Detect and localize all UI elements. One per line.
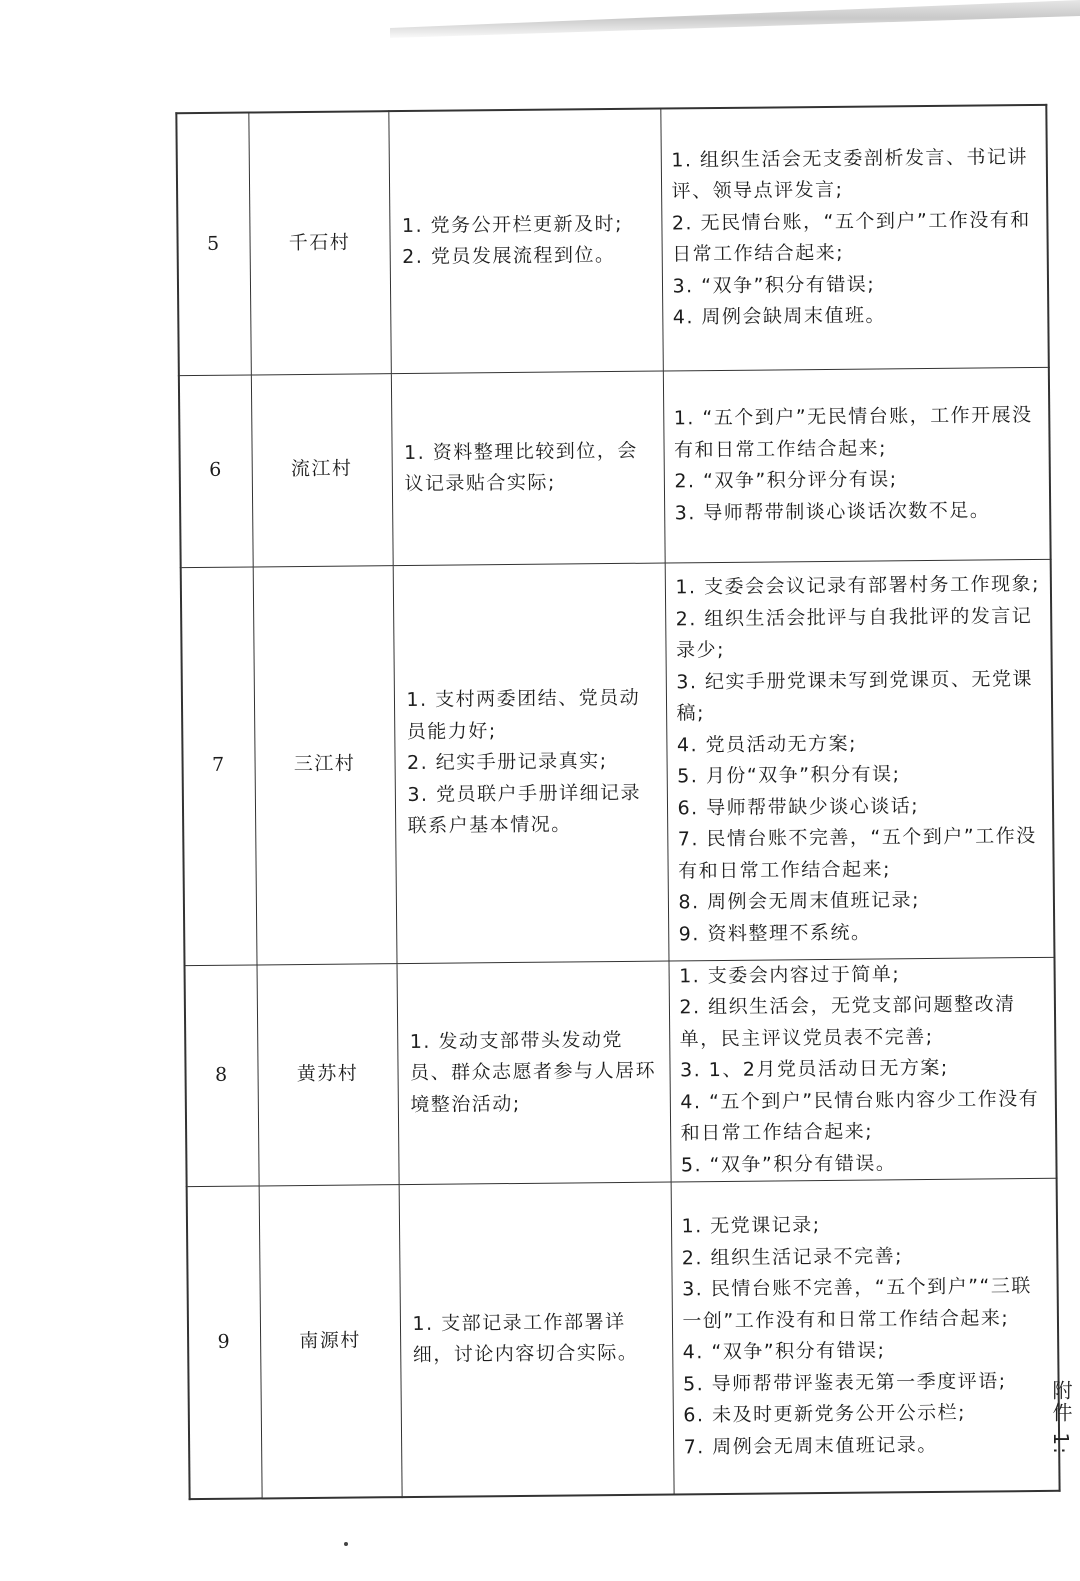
table-row	[176, 105, 1048, 375]
issue-item: 3. “双争”积分有错误;	[672, 273, 876, 298]
row-number: 6	[179, 374, 253, 567]
strength-item: 2. 党员发展流程到位。	[402, 244, 616, 269]
inspection-table	[175, 104, 1060, 1500]
issues-cell	[671, 1178, 1060, 1494]
issue-item: 1. 组织生活会无支委剖析发言、书记讲评、领导点评发言;	[671, 145, 1029, 203]
attachment-label: 附件 1:	[1049, 1380, 1073, 1456]
village-name: 三江村	[253, 565, 397, 964]
issue-item: 4. “五个到户”民情台账内容少工作没有和日常工作结合起来;	[680, 1087, 1040, 1145]
strengths-cell	[388, 109, 663, 374]
issue-item: 2. 组织生活会，无党支部问题整改清单，民主评议党员表不完善;	[679, 993, 1016, 1050]
strength-item: 2. 纪实手册记录真实;	[406, 750, 608, 775]
issue-item: 5. 导师帮带评鉴表无第一季度评语;	[682, 1370, 1007, 1396]
strength-item: 1. 支村两委团结、党员动员能力好;	[406, 687, 641, 743]
issue-item: 5. “双争”积分有错误。	[680, 1151, 897, 1176]
issue-item: 3. 纪实手册党课未写到党课页、无党课稿;	[676, 667, 1034, 725]
village-name: 黄苏村	[257, 963, 399, 1186]
issue-item: 4. 周例会缺周末值班。	[672, 304, 887, 329]
issue-item: 2. 无民情台账，“五个到户”工作没有和日常工作结合起来;	[671, 208, 1031, 266]
issue-item: 2. “双争”积分评分有误;	[674, 468, 898, 493]
strength-item: 1. 资料整理比较到位，会议记录贴合实际;	[403, 439, 638, 496]
issue-item: 7. 民情台账不完善，“五个到户”工作没有和日常工作结合起来;	[677, 824, 1037, 882]
page-edge-shadow	[390, 0, 1080, 40]
issues-cell	[660, 105, 1048, 371]
issue-item: 6. 导师帮带缺少谈心谈话;	[677, 794, 920, 819]
strengths-cell	[397, 961, 671, 1185]
table-row	[181, 559, 1055, 965]
row-number: 5	[176, 113, 251, 376]
issue-item: 3. 导师帮带制谈心谈话次数不足。	[674, 498, 991, 524]
issue-item: 5. 月份“双争”积分有误;	[677, 763, 901, 788]
issue-item: 3. 1、2月党员活动日无方案;	[679, 1056, 949, 1082]
issue-item: 4. 党员活动无方案;	[676, 732, 858, 756]
village-name: 南源村	[259, 1185, 402, 1498]
issue-item: 7. 周例会无周末值班记录。	[683, 1433, 938, 1459]
issues-cell	[665, 559, 1055, 961]
table-row	[187, 1178, 1060, 1498]
table-body	[176, 105, 1059, 1499]
issue-item: 9. 资料整理不系统。	[678, 921, 872, 945]
issue-item: 1. 无党课记录;	[681, 1214, 821, 1238]
strengths-cell	[391, 371, 665, 566]
issues-cell	[663, 367, 1051, 563]
strengths-cell	[393, 563, 669, 964]
issue-item: 4. “双争”积分有错误;	[682, 1339, 886, 1364]
issue-item: 1. “五个到户”无民情台账，工作开展没有和日常工作结合起来;	[673, 403, 1033, 461]
row-number: 7	[181, 566, 257, 965]
issues-cell	[668, 957, 1056, 1182]
issue-item: 2. 组织生活会批评与自我批评的发言记录少;	[675, 604, 1033, 662]
document-page	[175, 104, 1058, 1507]
strengths-cell	[399, 1182, 674, 1497]
issue-item: 6. 未及时更新党务公开公示栏;	[683, 1401, 967, 1427]
table-row	[179, 367, 1051, 567]
issue-item: 2. 组织生活记录不完善;	[681, 1245, 904, 1270]
table-row	[185, 957, 1057, 1187]
strength-item: 1. 发动支部带头发动党员、群众志愿者参与人居环境整治活动;	[409, 1028, 657, 1116]
village-name: 千石村	[248, 111, 391, 374]
paper-speck	[344, 1542, 348, 1546]
village-name: 流江村	[251, 373, 393, 566]
row-number: 9	[187, 1186, 262, 1499]
issue-item: 8. 周例会无周末值班记录;	[678, 889, 921, 914]
issue-item: 1. 支委会内容过于简单;	[679, 962, 901, 987]
issue-item: 3. 民情台账不完善，“五个到户”“三联一创”工作没有和日常工作结合起来;	[682, 1275, 1032, 1333]
strength-item: 3. 党员联户手册详细记录联系户基本情况。	[407, 781, 642, 838]
strength-item: 1. 党务公开栏更新及时;	[401, 212, 624, 237]
row-number: 8	[185, 964, 259, 1186]
strength-item: 1. 支部记录工作部署详细，讨论内容切合实际。	[412, 1310, 639, 1367]
issue-item: 1. 支委会会议记录有部署村务工作现象;	[675, 572, 1041, 599]
